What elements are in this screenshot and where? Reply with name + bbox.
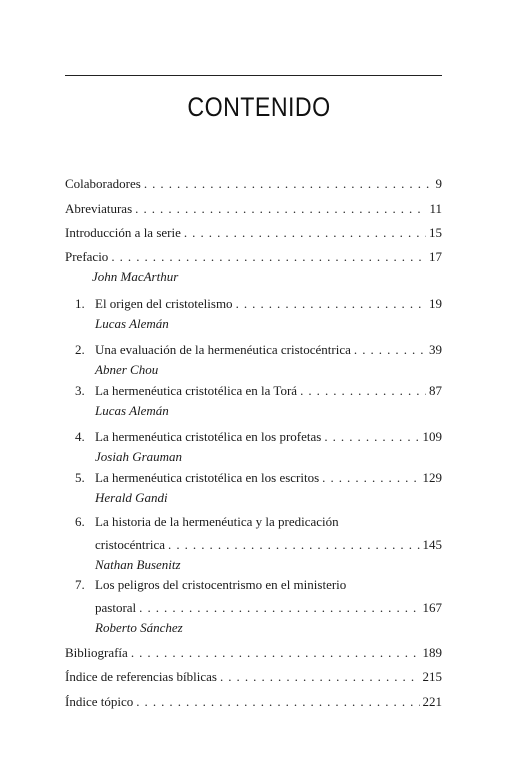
toc-entry-author: Herald Gandi: [95, 490, 168, 505]
dot-leader: [144, 176, 433, 192]
toc-entry-page: 189: [422, 645, 442, 660]
toc-entry-label-line1: Los peligros del cristocentrismo en el ministerio: [95, 577, 347, 592]
dot-leader: [324, 429, 419, 445]
chapter-number: 7.: [75, 577, 85, 592]
toc-entry-colaboradores[interactable]: [65, 176, 442, 192]
toc-entry-label: Una evaluación de la hermenéutica cristocéntrica: [95, 342, 351, 357]
toc-entry-page: 87: [429, 383, 442, 398]
toc-entry-label-line1: La historia de la hermenéutica y la predicación: [95, 514, 339, 529]
toc-chapter-6[interactable]: [75, 514, 442, 573]
toc-entry-page: 39: [429, 342, 442, 357]
dot-leader: [236, 296, 426, 312]
toc-entry-label: Bibliografía: [65, 645, 128, 660]
toc-entry-label: Prefacio: [65, 249, 109, 264]
toc-entry-page: 19: [429, 296, 442, 311]
toc-entry-page: 11: [429, 201, 442, 216]
chapter-number: 3.: [75, 383, 85, 398]
chapter-number: 2.: [75, 342, 85, 357]
dot-leader: [354, 342, 426, 358]
dot-leader: [184, 225, 426, 241]
toc-entry-page: 9: [435, 176, 442, 191]
dot-leader: [220, 669, 420, 685]
chapter-number: 4.: [75, 429, 85, 444]
toc-entry-author: Nathan Busenitz: [95, 557, 181, 572]
page-title: CONTENIDO: [187, 92, 331, 122]
chapter-number: 6.: [75, 514, 85, 529]
toc-entry-prefacio[interactable]: [65, 249, 442, 285]
toc-entry-introduccion[interactable]: [65, 225, 442, 241]
chapter-number: 5.: [75, 470, 85, 485]
toc-entry-label: La hermenéutica cristotélica en los escritos: [95, 470, 320, 485]
toc-entry-page: 129: [422, 470, 442, 485]
toc-entry-label: El origen del cristotelismo: [95, 296, 233, 311]
toc-chapter-5[interactable]: [75, 470, 442, 506]
toc-entry-label: La hermenéutica cristotélica en la Torá: [95, 383, 298, 398]
toc-entry-label: Introducción a la serie: [65, 225, 181, 240]
toc-entry-author: Lucas Alemán: [95, 316, 169, 331]
dot-leader: [136, 694, 419, 710]
dot-leader: [111, 249, 426, 265]
toc-chapter-1[interactable]: [75, 296, 442, 332]
toc-entry-author: Lucas Alemán: [95, 403, 169, 418]
toc-entry-label: Índice de referencias bíblicas: [65, 669, 217, 684]
toc-entry-page: 15: [429, 225, 442, 240]
toc-entry-abreviaturas[interactable]: [65, 201, 442, 217]
chapter-number: 1.: [75, 296, 85, 311]
toc-entry-author: Roberto Sánchez: [95, 620, 183, 635]
toc-chapter-4[interactable]: [75, 429, 442, 465]
toc-entry-page: 109: [422, 429, 442, 444]
dot-leader: [139, 600, 419, 616]
toc-entry-label: La hermenéutica cristotélica en los profetas: [95, 429, 322, 444]
toc-entry-author: Abner Chou: [95, 362, 159, 377]
toc-entry-label: Abreviaturas: [65, 201, 133, 216]
toc-chapter-2[interactable]: [75, 342, 442, 378]
dot-leader: [300, 383, 426, 399]
dot-leader: [135, 201, 426, 217]
dot-leader: [168, 537, 419, 553]
toc-chapter-3[interactable]: [75, 383, 442, 419]
toc-entry-label: Índice tópico: [65, 694, 134, 709]
toc-entry-bibliografia[interactable]: [65, 645, 442, 661]
dot-leader: [322, 470, 419, 486]
dot-leader: [131, 645, 420, 661]
toc-chapter-7[interactable]: [75, 577, 442, 636]
toc-entry-page: 215: [422, 669, 442, 684]
toc-entry-indice-referencias[interactable]: [65, 669, 442, 685]
toc-entry-page: 145: [422, 537, 442, 552]
toc-entry-author: John MacArthur: [92, 269, 179, 284]
toc-entry-label: Colaboradores: [65, 176, 141, 191]
toc-entry-page: 17: [429, 249, 442, 264]
toc-entry-page: 221: [422, 694, 442, 709]
toc-entry-author: Josiah Grauman: [95, 449, 183, 464]
toc-entry-label: pastoral: [95, 600, 137, 615]
toc-entry-indice-topico[interactable]: [65, 694, 442, 710]
toc-entry-label: cristocéntrica: [95, 537, 166, 552]
toc-entry-page: 167: [422, 600, 442, 615]
